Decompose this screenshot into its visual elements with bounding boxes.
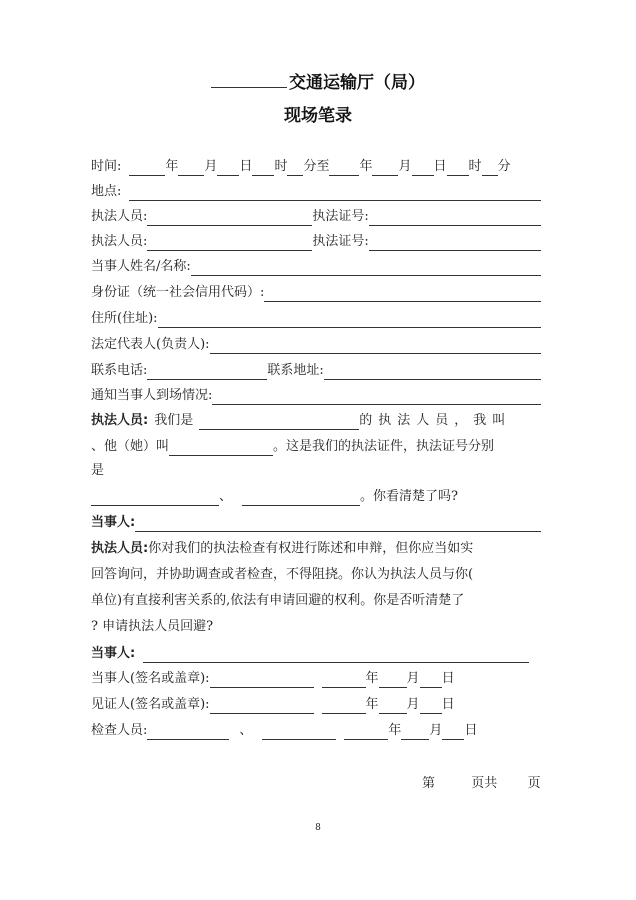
witness-sign-label: 见证人(签名或盖章): xyxy=(91,697,210,712)
page-suffix: 页 xyxy=(527,776,541,791)
unit-minute-2: 分 xyxy=(497,159,511,174)
intro-end: 。你看清楚了吗? xyxy=(360,489,458,504)
id-row xyxy=(91,284,541,302)
rights-line-2: 回答询问，并协助调查或者检查，不得阻挠。你认为执法人员与你( xyxy=(91,567,474,582)
agency-blank[interactable] xyxy=(199,415,359,430)
unit-month-2: 月 xyxy=(398,159,412,174)
location-field[interactable] xyxy=(129,186,541,201)
witness-sign-field[interactable] xyxy=(210,699,314,714)
end-hour-blank[interactable] xyxy=(447,161,469,176)
cert2-label: 执法证号: xyxy=(312,234,369,249)
officer-speaker-label: 执法人员: xyxy=(91,413,149,428)
legal-rep-row xyxy=(91,336,541,354)
intro-text-5: 是 xyxy=(91,463,105,478)
end-day-blank[interactable] xyxy=(412,161,434,176)
unit-minute-to: 分至 xyxy=(303,159,330,174)
year-label: 年 xyxy=(388,723,402,738)
officer-intro-line4 xyxy=(91,488,541,506)
party-reply-1-row xyxy=(91,514,541,532)
agency-suffix: 交通运输厅（局） xyxy=(289,73,425,93)
time-label: 时间: xyxy=(91,159,122,174)
id-field[interactable] xyxy=(264,287,541,302)
intro-sep: 、 xyxy=(219,489,233,504)
intro-text-3: 、他（她）叫 xyxy=(91,439,170,454)
officer-intro-line2 xyxy=(91,438,541,456)
cert1-field[interactable] xyxy=(369,211,541,226)
officer2-row xyxy=(91,233,541,251)
location-row xyxy=(91,183,541,201)
party-sign-day-blank[interactable] xyxy=(420,673,442,688)
month-label: 月 xyxy=(406,671,420,686)
party-reply-2-row xyxy=(91,645,529,663)
party-sign-field[interactable] xyxy=(210,673,314,688)
witness-sign-month-blank[interactable] xyxy=(379,699,407,714)
rights-line-4: ? 申请执法人员回避? xyxy=(91,619,214,634)
page-count xyxy=(422,772,541,791)
party-sign-month-blank[interactable] xyxy=(379,673,407,688)
inspector-year-blank[interactable] xyxy=(344,725,388,740)
start-minute-blank[interactable] xyxy=(287,161,303,176)
party-name-label: 当事人姓名/名称: xyxy=(91,259,191,274)
witness-sign-row xyxy=(91,696,541,714)
unit-hour-2: 时 xyxy=(468,159,482,174)
intro-text-2: 的执法人员，我叫 xyxy=(359,413,512,428)
party-reply-1-field[interactable] xyxy=(135,517,541,532)
officer-speaker-label-2: 执法人员: xyxy=(91,541,149,556)
unit-year-2: 年 xyxy=(359,159,373,174)
day-label: 日 xyxy=(464,723,478,738)
officer-name-blank[interactable] xyxy=(169,441,273,456)
time-row xyxy=(91,158,541,176)
party-sign-year-blank[interactable] xyxy=(322,673,366,688)
cert-number-blank-1[interactable] xyxy=(91,491,219,506)
contact-address-label: 联系地址: xyxy=(267,363,324,378)
unit-month: 月 xyxy=(204,159,218,174)
notify-label: 通知当事人到场情况: xyxy=(91,388,213,403)
officer1-label: 执法人员: xyxy=(91,209,148,224)
inspector-sep: 、 xyxy=(239,723,253,738)
end-minute-blank[interactable] xyxy=(482,161,498,176)
party-sign-label: 当事人(签名或盖章): xyxy=(91,671,210,686)
address-row xyxy=(91,310,541,328)
officer-intro-line3 xyxy=(91,462,541,480)
month-label: 月 xyxy=(429,723,443,738)
year-label: 年 xyxy=(365,671,379,686)
notify-row xyxy=(91,387,541,405)
party-name-row xyxy=(91,258,541,276)
unit-year: 年 xyxy=(165,159,179,174)
unit-hour: 时 xyxy=(274,159,288,174)
party-name-field[interactable] xyxy=(191,261,541,276)
year-label: 年 xyxy=(365,697,379,712)
officer2-label: 执法人员: xyxy=(91,234,148,249)
officer1-field[interactable] xyxy=(147,211,312,226)
address-label: 住所(住址): xyxy=(91,311,158,326)
rights-line-1: 你对我们的执法检查有权进行陈述和申辩，但你应当如实 xyxy=(148,541,474,556)
start-day-blank[interactable] xyxy=(217,161,239,176)
phone-field[interactable] xyxy=(147,365,267,380)
page-prefix: 第 xyxy=(422,776,436,791)
inspector-label: 检查人员: xyxy=(91,723,148,738)
agency-title xyxy=(0,68,636,93)
cert1-label: 执法证号: xyxy=(312,209,369,224)
rights-line-3: 单位)有直接利害关系的,依法有申请回避的权利。你是否听清楚了 xyxy=(91,593,465,608)
day-label: 日 xyxy=(441,671,455,686)
contact-row xyxy=(91,362,541,380)
inspector-field-2[interactable] xyxy=(262,725,336,740)
officer-intro-line1 xyxy=(91,412,541,430)
start-year-blank[interactable] xyxy=(129,161,165,176)
party-reply-2-field[interactable] xyxy=(143,648,529,663)
legal-rep-field[interactable] xyxy=(210,339,541,354)
end-year-blank[interactable] xyxy=(329,161,359,176)
month-label: 月 xyxy=(406,697,420,712)
form-title: 现场笔录 xyxy=(284,106,352,126)
legal-rep-label: 法定代表人(负责人): xyxy=(91,337,210,352)
cert2-field[interactable] xyxy=(369,236,541,251)
witness-sign-year-blank[interactable] xyxy=(322,699,366,714)
notify-field[interactable] xyxy=(212,390,541,405)
party-speaker-label: 当事人: xyxy=(91,515,136,530)
cert-number-blank-2[interactable] xyxy=(242,491,360,506)
phone-label: 联系电话: xyxy=(91,363,148,378)
location-label: 地点: xyxy=(91,184,122,199)
contact-address-field[interactable] xyxy=(324,365,541,380)
witness-sign-day-blank[interactable] xyxy=(420,699,442,714)
officer2-field[interactable] xyxy=(147,236,312,251)
inspector-day-blank[interactable] xyxy=(442,725,464,740)
agency-name-blank[interactable] xyxy=(211,73,287,88)
day-label: 日 xyxy=(441,697,455,712)
start-month-blank[interactable] xyxy=(178,161,204,176)
end-month-blank[interactable] xyxy=(372,161,398,176)
address-field[interactable] xyxy=(158,313,541,328)
rights-paragraph xyxy=(91,536,541,640)
page-number: 8 xyxy=(315,823,321,833)
inspector-month-blank[interactable] xyxy=(401,725,429,740)
inspector-sign-row xyxy=(91,722,541,740)
id-label: 身份证（统一社会信用代码）: xyxy=(91,285,265,300)
unit-day: 日 xyxy=(239,159,253,174)
unit-day-2: 日 xyxy=(433,159,447,174)
intro-text-4: 。这是我们的执法证件，执法证号分别 xyxy=(273,439,495,454)
party-sign-row xyxy=(91,670,541,688)
party-speaker-label-2: 当事人: xyxy=(91,646,136,661)
page-mid: 页共 xyxy=(471,776,498,791)
officer1-row xyxy=(91,208,541,226)
start-hour-blank[interactable] xyxy=(252,161,274,176)
inspector-field-1[interactable] xyxy=(147,725,229,740)
intro-text-1: 我们是 xyxy=(154,413,194,428)
